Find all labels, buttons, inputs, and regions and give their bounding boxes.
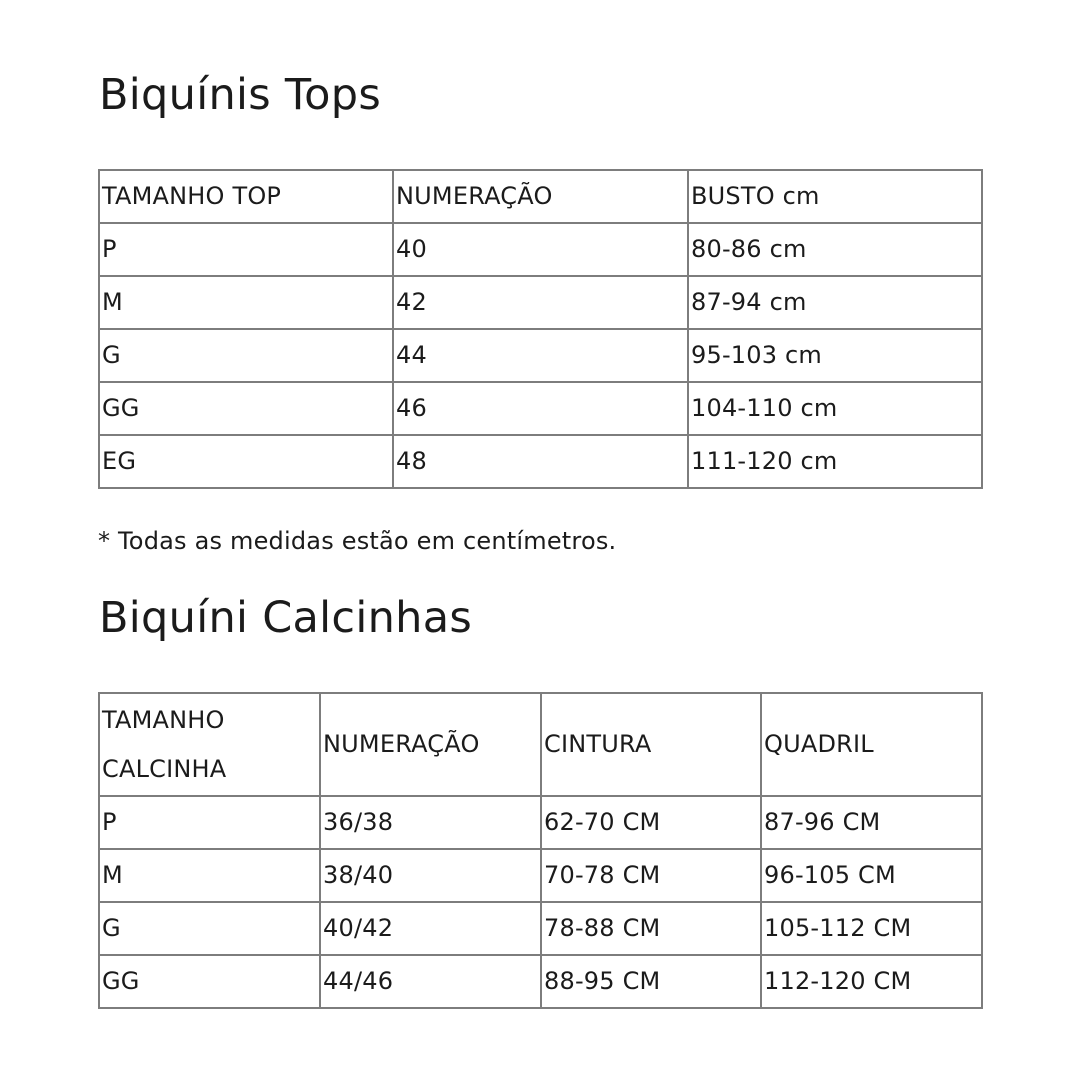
header-cell: TAMANHO CALCINHA: [99, 693, 320, 796]
calcinhas-title: Biquíni Calcinhas: [99, 593, 473, 643]
table-cell: 46: [393, 382, 688, 435]
table-cell: 40/42: [320, 902, 541, 955]
table-cell: EG: [99, 435, 393, 488]
table-cell: 38/40: [320, 849, 541, 902]
table-header-row: [99, 170, 982, 223]
table-cell: 40: [393, 223, 688, 276]
table-row: [99, 276, 982, 329]
table-cell: 36/38: [320, 796, 541, 849]
table-cell: 42: [393, 276, 688, 329]
table-cell: 87-94 cm: [688, 276, 982, 329]
table-cell: 105-112 CM: [761, 902, 982, 955]
table-cell: 44/46: [320, 955, 541, 1008]
table-cell: 87-96 CM: [761, 796, 982, 849]
table-cell: 104-110 cm: [688, 382, 982, 435]
table-row: [99, 849, 982, 902]
table-row: [99, 382, 982, 435]
header-cell: CINTURA: [541, 693, 761, 796]
tops-size-table: [98, 169, 983, 489]
table-cell: 88-95 CM: [541, 955, 761, 1008]
header-cell: NUMERAÇÃO: [320, 693, 541, 796]
table-cell: 80-86 cm: [688, 223, 982, 276]
table-cell: 48: [393, 435, 688, 488]
table-cell: 78-88 CM: [541, 902, 761, 955]
table-cell: P: [99, 796, 320, 849]
table-cell: 70-78 CM: [541, 849, 761, 902]
table-row: [99, 435, 982, 488]
table-cell: 96-105 CM: [761, 849, 982, 902]
table-cell: P: [99, 223, 393, 276]
header-cell: BUSTO cm: [688, 170, 982, 223]
table-cell: G: [99, 902, 320, 955]
table-cell: GG: [99, 955, 320, 1008]
measurement-note: * Todas as medidas estão em centímetros.: [98, 527, 617, 555]
table-header-row: [99, 693, 982, 796]
table-row: [99, 902, 982, 955]
header-cell: TAMANHO TOP: [99, 170, 393, 223]
table-cell: 112-120 CM: [761, 955, 982, 1008]
table-row: [99, 223, 982, 276]
table-cell: M: [99, 849, 320, 902]
table-row: [99, 955, 982, 1008]
header-cell: NUMERAÇÃO: [393, 170, 688, 223]
table-cell: 62-70 CM: [541, 796, 761, 849]
table-cell: 44: [393, 329, 688, 382]
calcinhas-size-table: [98, 692, 983, 1009]
table-cell: 95-103 cm: [688, 329, 982, 382]
table-row: [99, 329, 982, 382]
table-cell: M: [99, 276, 393, 329]
table-row: [99, 796, 982, 849]
table-cell: 111-120 cm: [688, 435, 982, 488]
header-cell: QUADRIL: [761, 693, 982, 796]
table-cell: G: [99, 329, 393, 382]
table-cell: GG: [99, 382, 393, 435]
tops-title: Biquínis Tops: [99, 70, 382, 120]
